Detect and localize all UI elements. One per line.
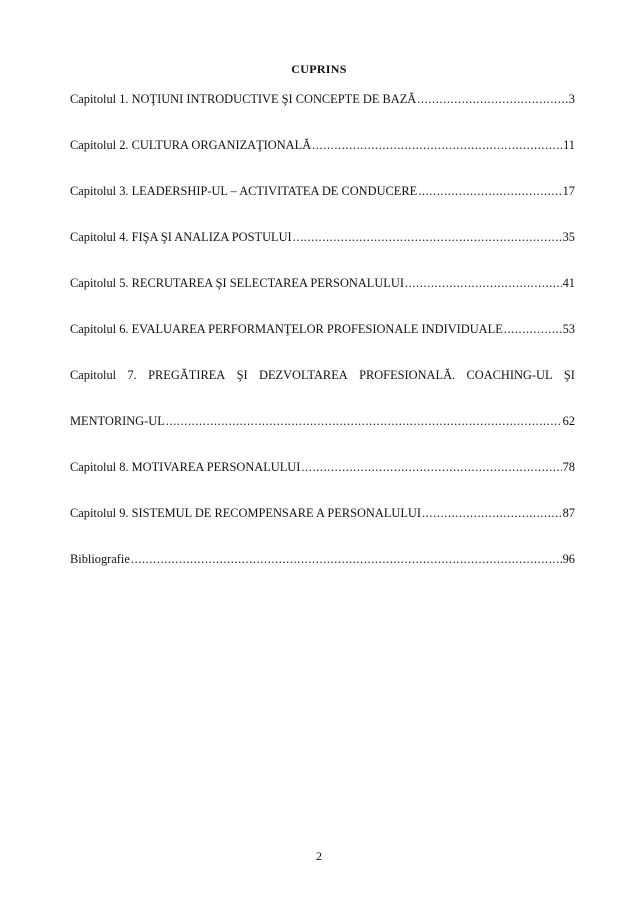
toc-entry-word: DEZVOLTAREA xyxy=(259,368,348,382)
dot-leader xyxy=(301,460,561,475)
toc-entry-word: 7. xyxy=(127,368,137,382)
toc-entry-label: Capitolul 3. LEADERSHIP-UL – ACTIVITATEA DE CONDUCERE xyxy=(70,184,418,198)
toc-entry-label: Bibliografie xyxy=(70,552,130,566)
toc-entry-label: Capitolul 8. MOTIVAREA PERSONALULUI xyxy=(70,460,301,474)
toc-entry-chapter-2[interactable] xyxy=(70,138,575,154)
toc-entry-word: PREGĂTIREA xyxy=(148,368,226,382)
dot-leader xyxy=(293,230,562,245)
toc-entry-label: Capitolul 4. FIŞA ŞI ANALIZA POSTULUI xyxy=(70,230,292,244)
toc-entry-chapter-5[interactable] xyxy=(70,276,575,292)
toc-entry-label: Capitolul 9. SISTEMUL DE RECOMPENSARE A PERSONALULUI xyxy=(70,506,421,520)
toc-entry-page: 3 xyxy=(568,92,575,106)
toc-entry-label: Capitolul 2. CULTURA ORGANIZAŢIONALĂ xyxy=(70,138,312,152)
toc-entry-label: MENTORING-UL xyxy=(70,414,165,428)
toc-entry-chapter-7-continued[interactable] xyxy=(70,414,575,430)
toc-entry-chapter-9[interactable] xyxy=(70,506,575,522)
dot-leader xyxy=(131,552,562,567)
dot-leader xyxy=(417,92,568,107)
toc-title: CUPRINS xyxy=(291,62,347,76)
toc-entry-chapter-8[interactable] xyxy=(70,460,575,476)
toc-entry-page: 35 xyxy=(562,230,575,244)
toc-entry-page: 11 xyxy=(563,138,575,152)
toc-entry-chapter-3[interactable] xyxy=(70,184,575,200)
toc-entry-label: Capitolul 6. EVALUAREA PERFORMANŢELOR PROFESIONALE INDIVIDUALE xyxy=(70,322,503,336)
toc-entry-chapter-7[interactable] xyxy=(70,368,575,384)
toc-entry-label: Capitolul 5. RECRUTAREA ŞI SELECTAREA PERSONALULUI xyxy=(70,276,404,290)
toc-entry-page: 87 xyxy=(562,506,575,520)
dot-leader xyxy=(312,138,562,153)
dot-leader xyxy=(166,414,562,429)
toc-entry-word: Capitolul xyxy=(70,368,117,382)
toc-entry-page: 53 xyxy=(562,322,575,336)
toc-entry-page: 62 xyxy=(562,414,575,428)
toc-entry-word: PROFESIONALĂ. xyxy=(359,368,456,382)
dot-leader xyxy=(422,506,562,521)
toc-entry-page: 78 xyxy=(562,460,575,474)
toc-entry-word: ŞI xyxy=(563,368,575,382)
dot-leader xyxy=(418,184,561,199)
toc-entry-word: COACHING-UL xyxy=(466,368,553,382)
dot-leader xyxy=(405,276,562,291)
toc-entry-chapter-4[interactable] xyxy=(70,230,575,246)
toc-entry-page: 41 xyxy=(562,276,575,290)
toc-entry-bibliography[interactable] xyxy=(70,552,575,568)
toc-entry-chapter-6[interactable] xyxy=(70,322,575,338)
toc-entry-word: ŞI xyxy=(236,368,248,382)
toc-entry-page: 17 xyxy=(562,184,575,198)
page-number: 2 xyxy=(316,849,322,863)
dot-leader xyxy=(504,322,562,337)
toc-entry-label: Capitolul 1. NOŢIUNI INTRODUCTIVE ŞI CONCEPTE DE BAZĂ xyxy=(70,92,417,106)
toc-entry-chapter-1[interactable] xyxy=(70,92,575,108)
toc-entry-page: 96 xyxy=(562,552,575,566)
